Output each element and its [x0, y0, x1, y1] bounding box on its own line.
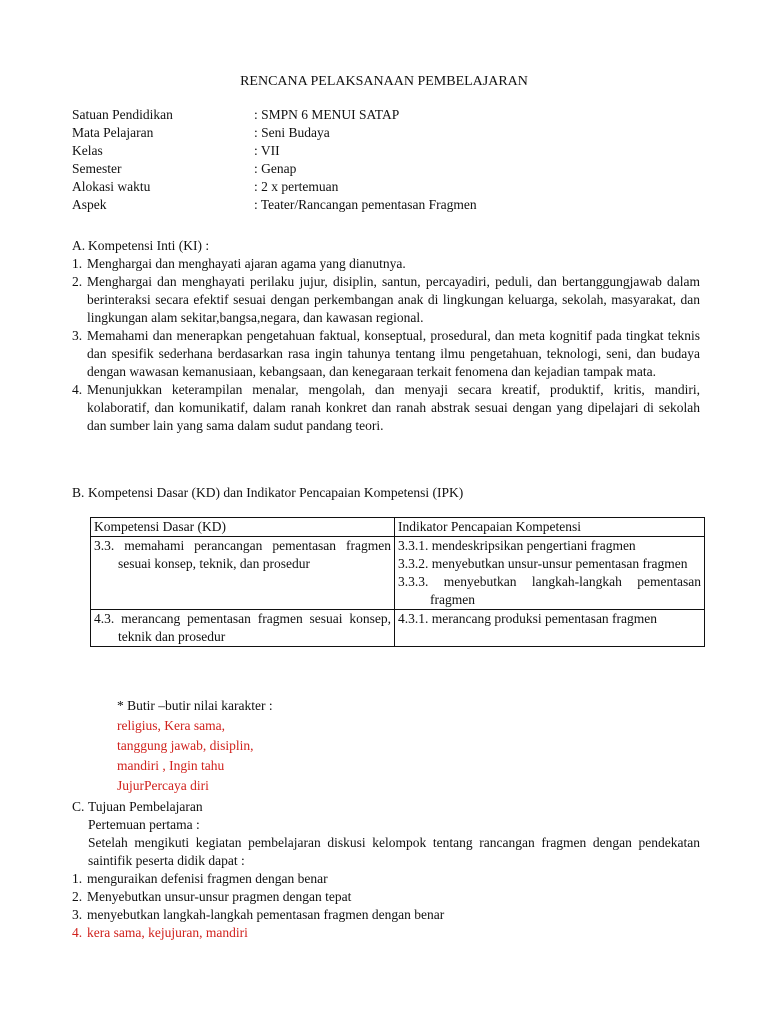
list-item [72, 273, 700, 327]
section-letter: C. [72, 799, 85, 814]
list-item [72, 381, 700, 435]
section-b-heading [72, 484, 700, 502]
identity-row [72, 124, 477, 142]
character-value-line: tanggung jawab, disiplin, [117, 738, 254, 753]
ki-list [72, 255, 700, 435]
character-values [117, 696, 273, 796]
section-letter: B. [72, 485, 85, 500]
item-number: 3. [72, 328, 83, 343]
list-item [72, 924, 700, 942]
list-item [72, 327, 700, 381]
character-value-line: JujurPercaya diri [117, 778, 209, 793]
objective-list [72, 870, 700, 942]
identity-block [72, 106, 477, 214]
identity-label: Alokasi waktu [72, 179, 151, 194]
header-ipk: Indikator Pencapaian Kompetensi [395, 518, 705, 537]
identity-label: Aspek [72, 197, 107, 212]
table-cell [395, 610, 705, 647]
table-header-row [91, 518, 705, 537]
item-text: Menunjukkan keterampilan menalar, mengolah, dan menyaji secara kreatif, produktif, kritis, mandiri, kolaboratif, dan komunikatif, dalam ranah konkret dan ranah abstrak sesuai dengan yang dipelajari di sekolah dan sumber lain yang sama dalam sudut pandang teori. [87, 382, 700, 433]
item-number: 3. [72, 907, 83, 922]
identity-value: : 2 x pertemuan [254, 179, 339, 194]
identity-value: : Seni Budaya [254, 125, 330, 140]
item-text: menyebutkan langkah-langkah pementasan fragmen dengan benar [87, 907, 445, 922]
section-title: Tujuan Pembelajaran [88, 799, 203, 814]
item-number: 4. [72, 925, 83, 940]
identity-row [72, 106, 477, 124]
ipk-text: 3.3.1. mendeskripsikan pengertiani fragmen [398, 538, 636, 553]
section-title: Kompetensi Inti (KI) : [88, 238, 210, 253]
item-number: 1. [72, 256, 83, 271]
identity-row [72, 160, 477, 178]
character-value-line: mandiri , Ingin tahu [117, 758, 225, 773]
item-number: 2. [72, 889, 83, 904]
kd-ipk-table [90, 517, 705, 647]
document-title: RENCANA PELAKSANAAN PEMBELAJARAN [240, 74, 528, 89]
table-cell [91, 610, 395, 647]
identity-label: Mata Pelajaran [72, 125, 154, 140]
kd-text: 4.3. merancang pementasan fragmen sesuai konsep, teknik dan prosedur [94, 611, 391, 644]
character-value-line: religius, Kera sama, [117, 718, 225, 733]
table-cell [91, 537, 395, 610]
section-letter: A. [72, 238, 86, 253]
section-a [72, 237, 700, 435]
list-item [72, 870, 700, 888]
identity-row [72, 178, 477, 196]
ipk-text: 3.3.2. menyebutkan unsur-unsur pementasan fragmen [398, 556, 688, 571]
character-values-heading: * Butir –butir nilai karakter : [117, 698, 273, 713]
identity-row [72, 196, 477, 214]
identity-value: : Teater/Rancangan pementasan Fragmen [254, 197, 477, 212]
identity-value: : Genap [254, 161, 297, 176]
identity-value: : SMPN 6 MENUI SATAP [254, 107, 400, 122]
table-row [91, 537, 705, 610]
item-number: 2. [72, 274, 83, 289]
list-item [72, 255, 700, 273]
header-kd: Kompetensi Dasar (KD) [91, 518, 395, 537]
item-number: 1. [72, 871, 83, 886]
item-text: Memahami dan menerapkan pengetahuan faktual, konseptual, prosedural, dan meta kognitif pada tingkat teknis dan spesifik sederhana berdasarkan rasa ingin tahunya tentang ilmu pengetahuan, teknologi, seni, dan budaya dengan wawasan kemanusiaan, kebangsaan, dan kenegaraan terkait fenomena dan kejadian tampak mata. [87, 328, 700, 379]
table-cell [395, 537, 705, 610]
ipk-text: 4.3.1. merancang produksi pementasan fragmen [398, 611, 658, 626]
identity-value: : VII [254, 143, 280, 158]
section-c [72, 798, 700, 942]
section-title: Kompetensi Dasar (KD) dan Indikator Pencapaian Kompetensi (IPK) [88, 485, 464, 500]
table-row [91, 610, 705, 647]
kd-text: 3.3. memahami perancangan pementasan fragmen sesuai konsep, teknik, dan prosedur [94, 538, 391, 571]
section-c-heading [72, 798, 700, 816]
ipk-text: 3.3.3. menyebutkan langkah-langkah pementasan fragmen [398, 574, 701, 607]
objective-intro: Setelah mengikuti kegiatan pembelajaran diskusi kelompok tentang rancangan fragmen dengan pendekatan saintifik peserta didik dapat : [88, 835, 700, 868]
item-text: Menghargai dan menghayati ajaran agama yang dianutnya. [87, 256, 406, 271]
item-text: Menyebutkan unsur-unsur pragmen dengan tepat [87, 889, 352, 904]
item-text: menguraikan defenisi fragmen dengan benar [87, 871, 328, 886]
meeting-label: Pertemuan pertama : [88, 817, 200, 832]
item-number: 4. [72, 382, 83, 397]
list-item [72, 888, 700, 906]
item-text: kera sama, kejujuran, mandiri [87, 925, 248, 940]
identity-row [72, 142, 477, 160]
list-item [72, 906, 700, 924]
identity-label: Satuan Pendidikan [72, 107, 173, 122]
section-a-heading [72, 237, 700, 255]
item-text: Menghargai dan menghayati perilaku jujur, disiplin, santun, percayadiri, peduli, dan bertanggungjawab dalam berinteraksi secara efektif sesuai dengan perkembangan anak di lingkungan keluarga, sekolah, masyarakat, dan lingkungan alam sekitar,bangsa,negara, dan kawasan regional. [87, 274, 700, 325]
identity-label: Semester [72, 161, 122, 176]
identity-label: Kelas [72, 143, 103, 158]
